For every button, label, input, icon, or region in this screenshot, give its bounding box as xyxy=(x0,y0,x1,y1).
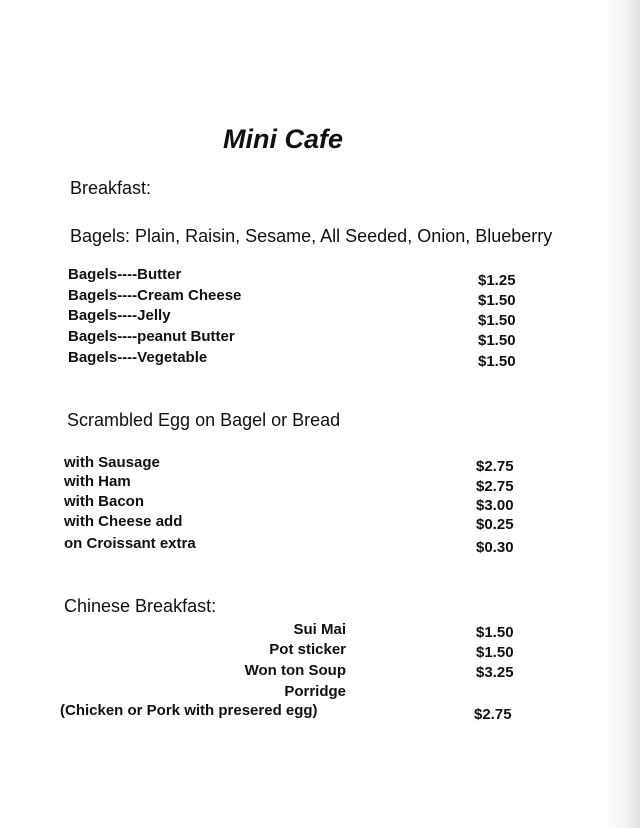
bagel-item: Bagels----Jelly xyxy=(68,307,171,324)
egg-item: with Ham xyxy=(64,473,131,490)
egg-price: $0.30 xyxy=(476,539,514,556)
bagel-item: Bagels----Butter xyxy=(68,266,182,283)
egg-item: on Croissant extra xyxy=(64,535,196,552)
bagel-price: $1.50 xyxy=(478,312,516,329)
bagel-item: Bagels----Cream Cheese xyxy=(68,287,242,304)
chinese-item: Pot sticker xyxy=(269,641,346,658)
breakfast-heading: Breakfast: xyxy=(70,178,152,198)
bagel-item: Bagels----Vegetable xyxy=(68,349,208,366)
chinese-heading: Chinese Breakfast: xyxy=(64,596,217,616)
bagel-price: $1.50 xyxy=(478,292,516,309)
bagel-price: $1.50 xyxy=(478,332,516,349)
bagel-price: $1.50 xyxy=(478,353,516,370)
chinese-item: Won ton Soup xyxy=(244,662,346,679)
menu-title: Mini Cafe xyxy=(222,124,343,154)
chinese-price: $1.50 xyxy=(476,624,514,641)
egg-item: with Bacon xyxy=(64,493,145,510)
chinese-item: Sui Mai xyxy=(293,621,346,638)
egg-price: $0.25 xyxy=(476,516,514,533)
chinese-price: $3.25 xyxy=(476,664,514,681)
chinese-price: $1.50 xyxy=(476,644,514,661)
chinese-price: $2.75 xyxy=(474,706,512,723)
chinese-item-note: (Chicken or Pork with presered egg) xyxy=(60,702,318,719)
egg-item: with Sausage xyxy=(64,454,160,471)
egg-heading: Scrambled Egg on Bagel or Bread xyxy=(67,410,341,430)
egg-item: with Cheese add xyxy=(64,513,183,530)
scan-shadow xyxy=(606,0,640,828)
bagel-varieties: Bagels: Plain, Raisin, Sesame, All Seeded, Onion, Blueberry xyxy=(70,226,553,246)
egg-price: $3.00 xyxy=(476,497,514,514)
egg-price: $2.75 xyxy=(476,458,514,475)
egg-price: $2.75 xyxy=(476,478,514,495)
chinese-item: Porridge xyxy=(284,683,346,700)
bagel-item: Bagels----peanut Butter xyxy=(68,328,235,345)
bagel-price: $1.25 xyxy=(478,272,516,289)
